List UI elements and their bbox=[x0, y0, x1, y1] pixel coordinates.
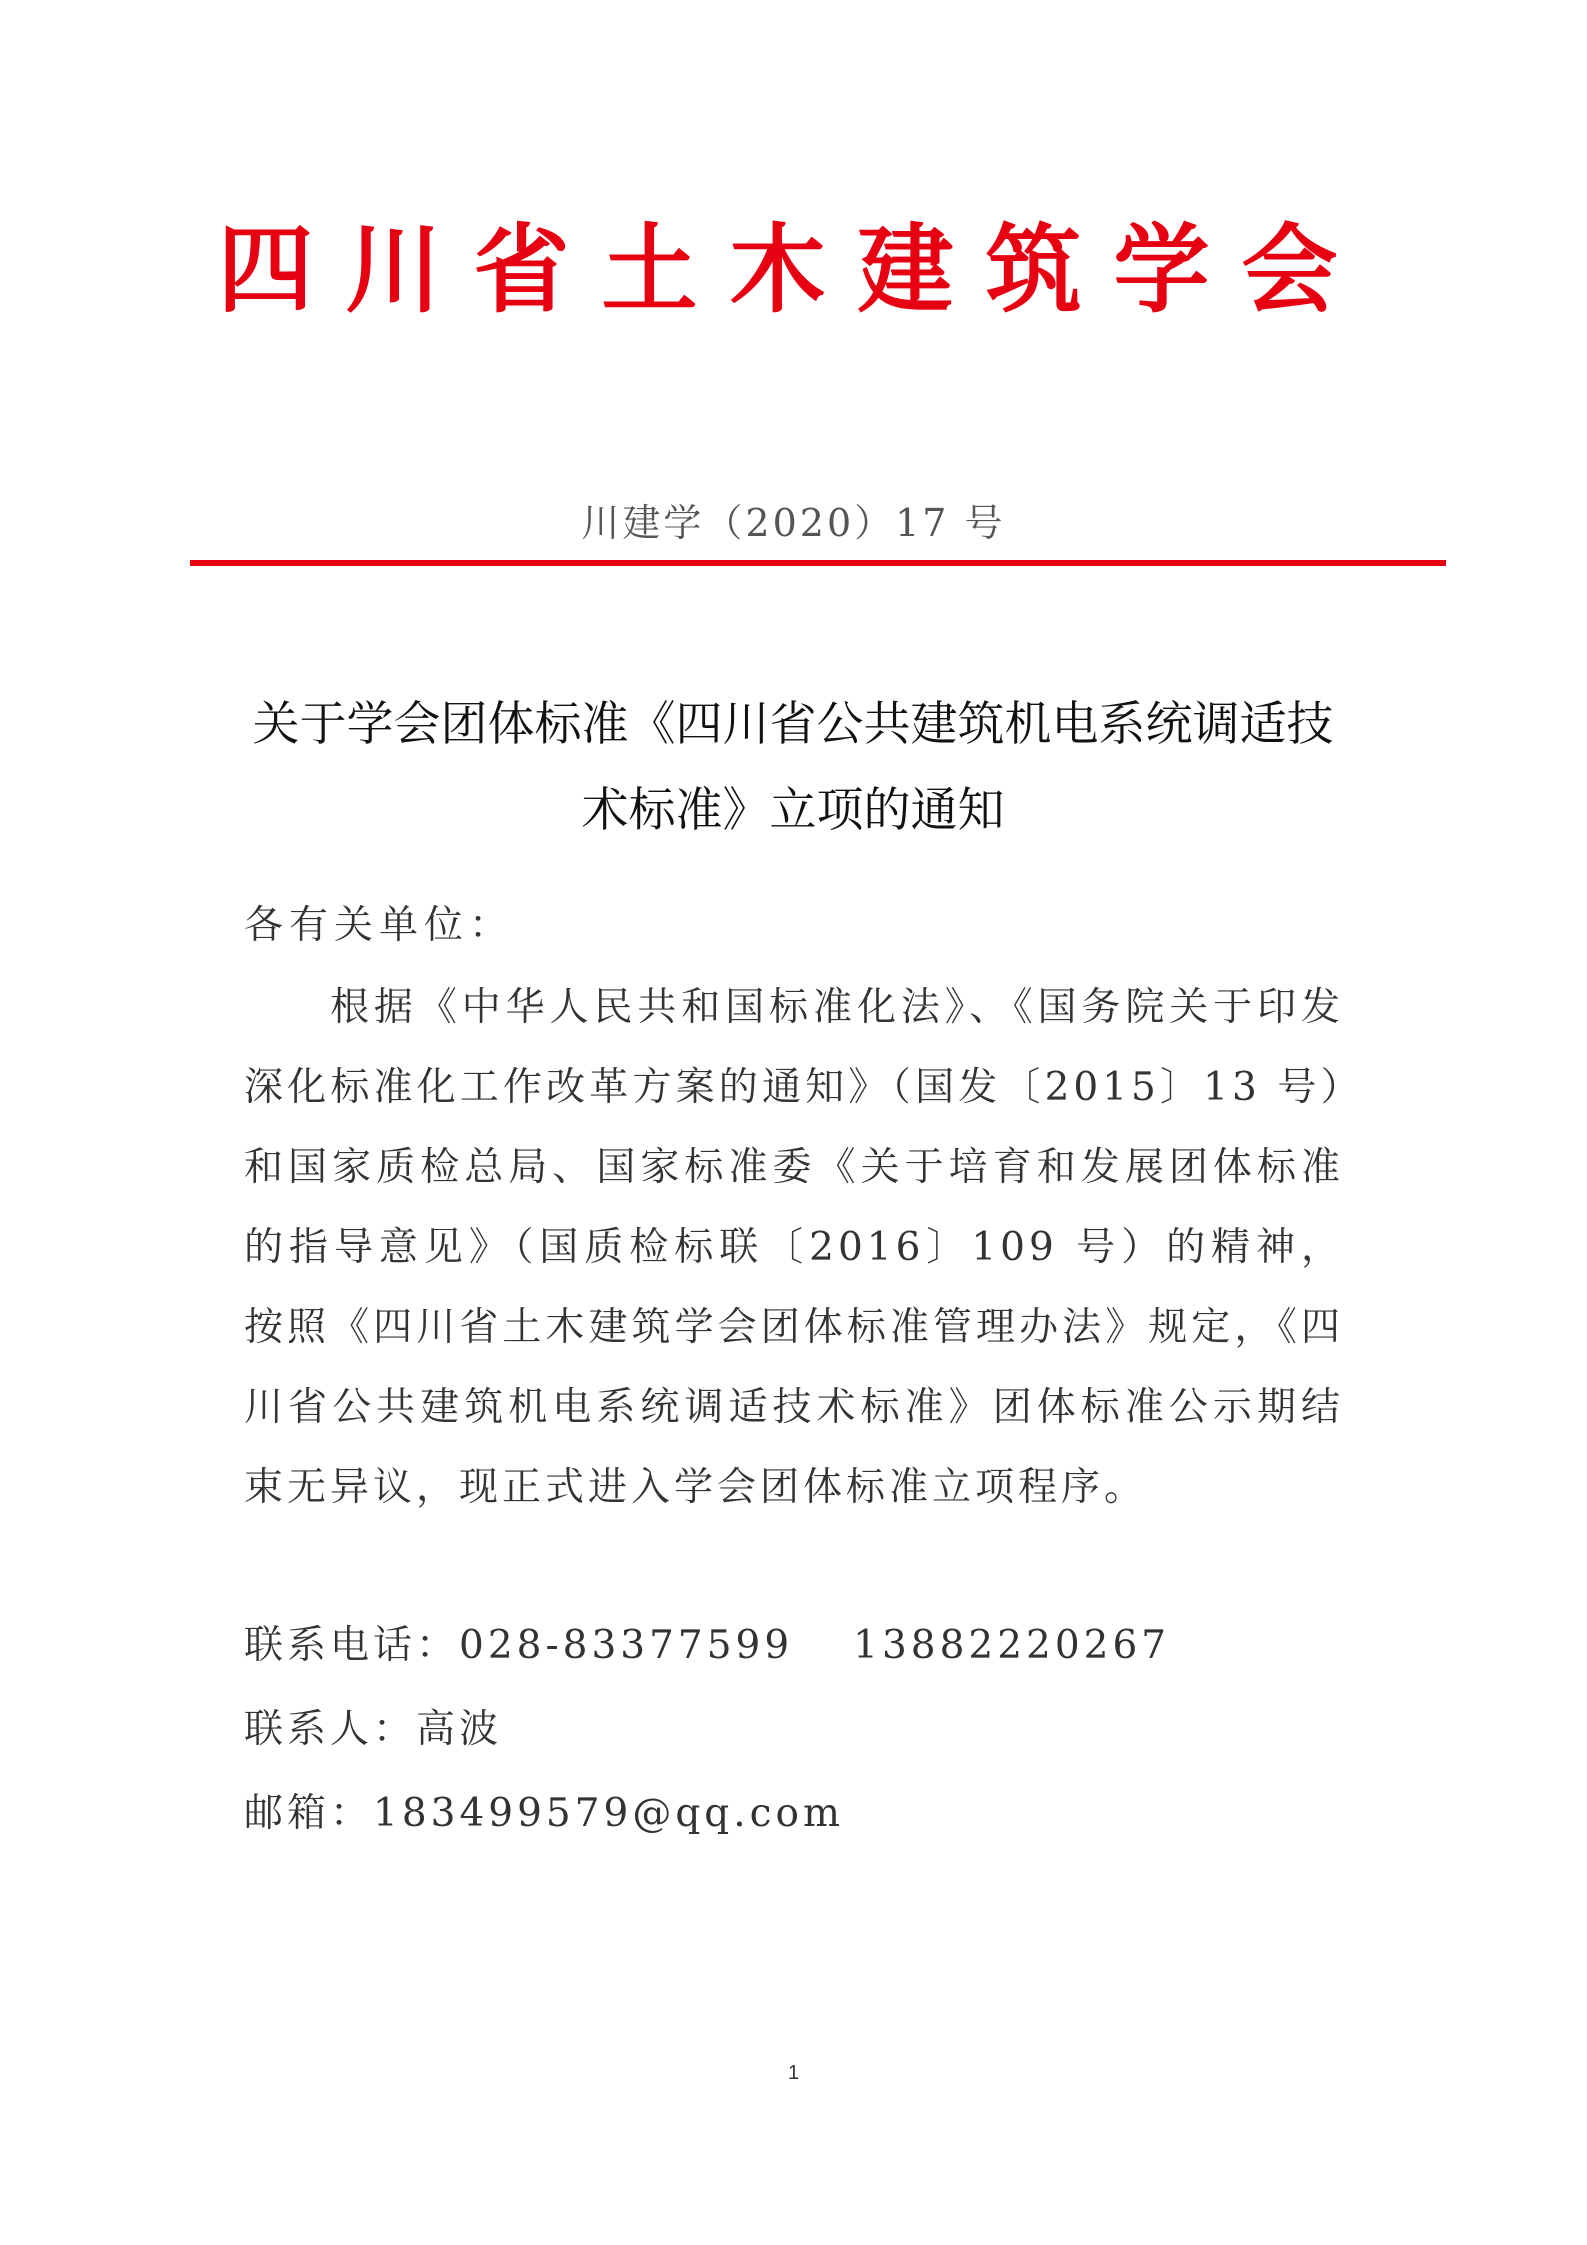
organization-header: 四川省土木建筑学会 bbox=[217, 214, 1370, 326]
contact-phone-line bbox=[244, 1614, 1170, 1670]
header-divider bbox=[190, 560, 1446, 566]
phone-number-office: 028-83377599 bbox=[459, 1623, 794, 1668]
phone-label: 联系电话： bbox=[244, 1623, 460, 1668]
salutation: 各有关单位： bbox=[244, 903, 515, 948]
contact-email-line bbox=[244, 1782, 844, 1838]
body-paragraph: 根据《中华人民共和国标准化法》、《国务院关于印发深化标准化工作改革方案的通知》（国发〔2015〕13 号）和国家质检总局、国家标准委《关于培育和发展团体标准的指导意见》（国质检标联〔2016〕109 号）的精神，按照《四川省土木建筑学会团体标准管理办法》规定，《四川省公共建筑机电系统调适技术标准》团体标准公示期结束无异议，现正式进入学会团体标准立项程序。 bbox=[244, 985, 1344, 1510]
contact-email: 183499579@qq.com bbox=[373, 1791, 844, 1836]
person-label: 联系人： bbox=[244, 1707, 417, 1752]
document-number: 川建学（2020）17 号 bbox=[581, 501, 1006, 545]
contact-person-line bbox=[244, 1698, 502, 1754]
document-title: 关于学会团体标准《四川省公共建筑机电系统调适技术标准》立项的通知 bbox=[252, 697, 1334, 838]
email-label: 邮箱： bbox=[244, 1791, 374, 1836]
contact-person-name: 高波 bbox=[416, 1707, 503, 1752]
phone-number-mobile: 13882220267 bbox=[853, 1623, 1171, 1668]
page-number: 1 bbox=[787, 2062, 800, 2084]
